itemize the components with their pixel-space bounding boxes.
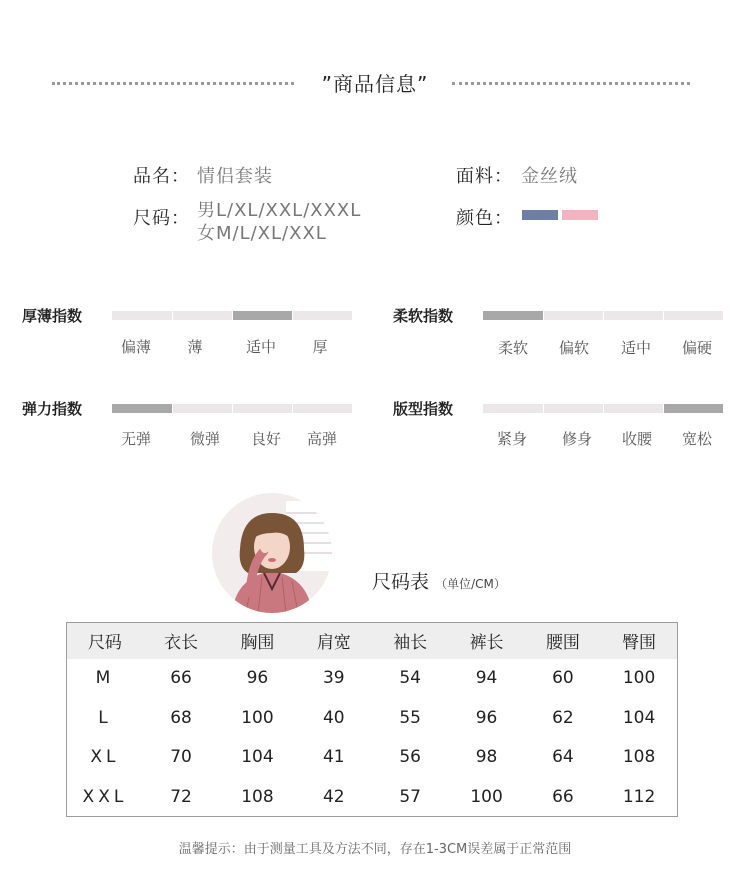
- measurement-cell: 72: [170, 786, 192, 807]
- measurement-cell: 39: [322, 668, 345, 689]
- index-segment-divider: [663, 404, 664, 413]
- index-option: 收腰: [621, 430, 653, 448]
- measurement-cell: 57: [399, 786, 421, 807]
- header-divider-right: [452, 82, 690, 85]
- size-chart-column-header: 肩宽: [296, 623, 372, 659]
- measurement-cell: 42: [322, 786, 345, 807]
- size-chart-header-row: [67, 623, 678, 659]
- index-scale-bar: [483, 404, 723, 413]
- size-chart-title: [372, 567, 506, 594]
- table-row: [67, 777, 678, 817]
- measurement-cell: 100: [241, 707, 274, 728]
- size-chart-column-header: 臀围: [601, 623, 677, 659]
- index-option: 适中: [620, 339, 652, 357]
- index-selected-segment: [112, 404, 172, 413]
- measurement-cell: 96: [246, 668, 269, 689]
- table-row: [67, 659, 678, 699]
- color-swatch-navy: [522, 210, 558, 220]
- measurement-cell: 70: [170, 747, 192, 768]
- index-option: 高弹: [306, 430, 338, 448]
- measurement-note: 温馨提示：由于测量工具及方法不同，存在1-3CM误差属于正常范围: [178, 842, 572, 857]
- index-option: 柔软: [497, 339, 529, 357]
- measurement-cell: 54: [399, 668, 421, 689]
- index-segment-divider: [603, 311, 604, 320]
- size-chart-column-header: 尺码: [67, 623, 143, 659]
- measurement-cell: 66: [552, 786, 574, 807]
- index-option: 偏硬: [681, 339, 713, 357]
- measurement-cell: 100: [470, 786, 503, 807]
- name-label: 品名：: [133, 166, 190, 187]
- measurement-cell: 40: [322, 707, 345, 728]
- index-segment-divider: [543, 311, 544, 320]
- index-selected-segment: [483, 311, 543, 320]
- index-option: 紧身: [496, 430, 528, 448]
- index-segment-divider: [172, 311, 173, 320]
- measurement-cell: 100: [622, 668, 656, 689]
- index-option: 适中: [245, 338, 277, 356]
- size-chart-column-header: 腰围: [525, 623, 601, 659]
- measurement-cell: 66: [170, 668, 192, 689]
- size-chart-column-header: 衣长: [143, 623, 219, 659]
- size-label: 尺码：: [133, 208, 190, 229]
- index-segment-divider: [663, 311, 664, 320]
- index-option: 良好: [250, 430, 282, 448]
- index-option: 修身: [561, 430, 593, 448]
- size-cell: M: [95, 668, 115, 689]
- measurement-cell: 41: [322, 747, 345, 768]
- measurement-cell: 98: [475, 747, 498, 768]
- index-segment-divider: [232, 311, 233, 320]
- index-option: 微弹: [189, 430, 221, 448]
- measurement-cell: 104: [622, 707, 656, 728]
- fabric-value: 金丝绒: [521, 166, 578, 187]
- index-segment-divider: [543, 404, 544, 413]
- name-value: 情侣套装: [197, 166, 273, 187]
- measurement-cell: 68: [170, 707, 192, 728]
- index-segment-divider: [292, 404, 293, 413]
- header-divider-left: [52, 82, 294, 85]
- table-row: [67, 738, 678, 778]
- index-option: 宽松: [681, 430, 713, 448]
- measurement-cell: 60: [552, 668, 574, 689]
- size-cell: XL: [90, 747, 120, 768]
- size-chart-table: [66, 622, 678, 817]
- index-label: 厚薄指数: [22, 307, 83, 325]
- measurement-cell: 96: [475, 707, 498, 728]
- measurement-cell: 55: [399, 707, 421, 728]
- index-segment-divider: [172, 404, 173, 413]
- index-option: 薄: [187, 338, 203, 356]
- index-segment-divider: [232, 404, 233, 413]
- size-chart-title-text: 尺码表: [372, 571, 430, 593]
- measurement-cell: 108: [622, 747, 656, 768]
- section-title: ”商品信息”: [321, 72, 429, 96]
- size-cell: L: [98, 707, 112, 728]
- index-scale-bar: [112, 404, 352, 413]
- index-selected-segment: [663, 404, 723, 413]
- measurement-cell: 94: [475, 668, 498, 689]
- table-row: [67, 698, 678, 738]
- color-label: 颜色：: [456, 208, 513, 229]
- size-chart-column-header: 裤长: [448, 623, 524, 659]
- size-chart-unit: （单位/CM）: [435, 577, 506, 591]
- index-label: 柔软指数: [393, 307, 454, 325]
- index-segment-divider: [603, 404, 604, 413]
- index-option: 偏软: [558, 339, 590, 357]
- index-scale-bar: [112, 311, 352, 320]
- measurement-cell: 108: [241, 786, 274, 807]
- index-segment-divider: [292, 311, 293, 320]
- index-label: 版型指数: [393, 400, 454, 418]
- fabric-label: 面料：: [456, 166, 513, 187]
- index-option: 厚: [312, 338, 328, 356]
- size-cell: XXL: [82, 786, 128, 807]
- size-chart-column-header: 袖长: [372, 623, 448, 659]
- index-selected-segment: [232, 311, 292, 320]
- color-swatch-pink: [562, 210, 598, 220]
- index-option: 无弹: [120, 430, 152, 448]
- measurement-cell: 62: [552, 707, 574, 728]
- size-chart-column-header: 胸围: [219, 623, 295, 659]
- size-chart-body: [67, 659, 678, 817]
- size-men-value: 男L/XL/XXL/XXXL: [197, 200, 362, 221]
- index-label: 弹力指数: [22, 400, 83, 418]
- measurement-cell: 64: [552, 747, 574, 768]
- size-women-value: 女M/L/XL/XXL: [197, 223, 327, 244]
- index-scale-bar: [483, 311, 723, 320]
- model-avatar: [212, 493, 332, 613]
- model-photo-image: [212, 493, 332, 613]
- measurement-cell: 56: [399, 747, 421, 768]
- index-option: 偏薄: [120, 338, 152, 356]
- measurement-cell: 104: [241, 747, 274, 768]
- measurement-cell: 112: [622, 786, 656, 807]
